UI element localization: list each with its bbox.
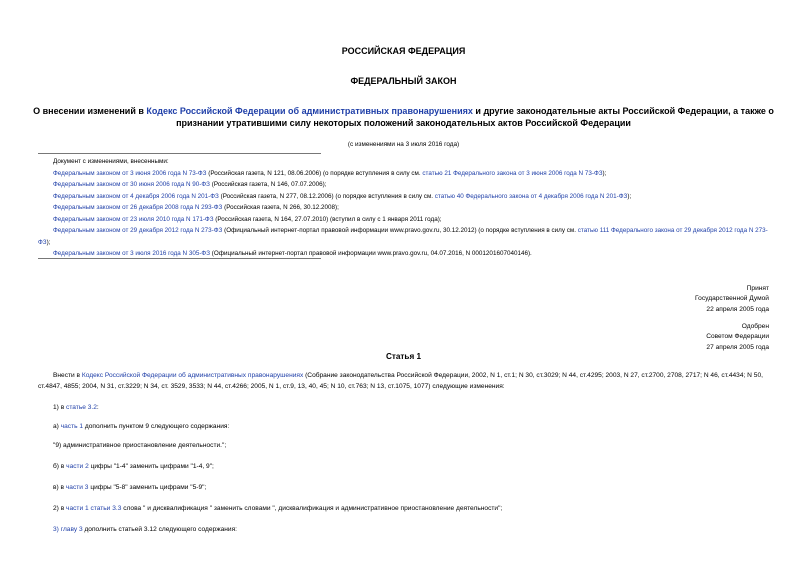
item-b [38,462,769,473]
accepted-line: 22 апреля 2005 года [706,305,769,313]
change-item [38,168,778,180]
change-item [38,202,778,214]
change-text: (Официальный интернет-портал правовой информации www.pravo.gov.ru, 04.07.2016, N 0001201607040146). [210,250,532,257]
law-title [30,105,777,129]
item-1 [38,403,769,414]
title-code-link[interactable]: Кодекс Российской Федерации об административных правонарушениях [146,106,473,116]
item-a-pre: а) [53,423,61,430]
change-law-link[interactable]: Федеральным законом от 29 декабря 2012 года N 273-ФЗ [53,227,223,234]
accepted-line: Государственной Думой [695,295,769,303]
change-text: (Официальный интернет-портал правовой информации www.pravo.gov.ru, 30.12.2012) (о порядке вступления в силу см. [222,227,578,234]
change-tail: ); [602,169,607,177]
item-v-pre: в) в [53,484,66,491]
change-law-link[interactable]: Федеральным законом от 4 декабря 2006 года N 201-ФЗ [53,192,219,200]
item-a [38,422,769,433]
change-text: (Российская газета, N 121, 08.06.2006) (о порядке вступления в силу см. [206,169,423,177]
item-v [38,483,769,494]
accepted-line: Принят [746,285,769,292]
title-post: и другие законодательные акты Российской Федерации, а также о признании утратившими силу некоторых положений законодательных актов Российской Федерации [176,106,774,129]
change-item [38,179,778,191]
item-3 [38,525,769,536]
change-text: (Российская газета, N 277, 08.12.2006) (о порядке вступления в силу см. [218,192,435,200]
item-1-link[interactable]: статье 3.2 [66,404,97,411]
item-b-link[interactable]: части 2 [66,463,89,470]
title-pre: О внесении изменений в [33,106,147,116]
item-b-pre: б) в [53,463,67,470]
item-1-post: : [96,404,99,411]
changes-heading: Документ с изменениями, внесенными: [53,158,169,165]
change-law-link[interactable]: Федеральным законом от 26 декабря 2008 года N 293-ФЗ [53,204,223,211]
approved-line: 27 апреля 2005 года [706,343,769,351]
item-v-link[interactable]: части 3 [65,484,89,491]
article-intro [38,371,769,392]
approved-line: Одобрен [741,323,769,330]
item-b-post: цифры "1-4" заменить цифрами "1-4, 9"; [88,463,214,470]
change-text: (Российская газета, N 266, 30.12.2008); [222,204,339,211]
law-type-heading: ФЕДЕРАЛЬНЫЙ ЗАКОН [350,76,457,86]
change-article-link[interactable]: статью 40 Федерального закона от 4 декабря 2006 года N 201-ФЗ [434,192,628,200]
item-a-link[interactable]: часть 1 [60,423,84,430]
intro-code-link[interactable]: Кодекс Российской Федерации об административных правонарушениях [81,372,304,379]
item-3-link[interactable]: 3) главу 3 [53,526,83,533]
item-2-pre: 2) в [53,505,67,512]
change-text: (Российская газета, N 164, 27.07.2010) (вступил в силу с 1 января 2011 года); [213,215,442,223]
item-2 [38,504,769,515]
changes-list [38,156,778,260]
approved-block [706,322,769,353]
edit-note: (с изменениями на 3 июля 2016 года) [347,141,460,148]
accepted-block [695,284,769,315]
intro-pre: Внести в [53,372,82,379]
change-item [38,225,778,248]
country-heading: РОССИЙСКАЯ ФЕДЕРАЦИЯ [341,46,466,56]
change-law-link[interactable]: Федеральным законом от 23 июля 2010 года N 171-ФЗ [53,215,214,223]
change-law-link[interactable]: Федеральным законом от 3 июня 2006 года N 73-ФЗ [53,169,207,177]
intro-post: (Собрание законодательства Российской Федерации, 2002, N 1, ст.1; N 30, ст.3029; N 44, ст.4295; 2003, N 27, ст.2700, 2708, 2717; N 46, ст.4434; N 50, ст.4847, 4855; 2004, N 31, ст.3229; N 34, ст. 3529, 3533; N 44, ст.4266; 2005, N 1, ст.9, 13, 40, 45; N 10, ст.763; N 13, ст.1075, 1077) следующие изменения: [38,372,763,390]
approved-line: Советом Федерации [706,333,769,341]
change-law-link[interactable]: Федеральным законом от 30 июня 2006 года N 90-ФЗ [53,181,210,188]
article-heading: Статья 1 [385,352,422,361]
divider-bottom [38,258,321,259]
change-tail: ); [46,238,51,246]
change-item [38,214,778,226]
change-law-link[interactable]: Федеральным законом от 3 июля 2016 года N 305-ФЗ [53,250,211,257]
item-2-link[interactable]: части 1 статьи 3.3 [66,505,122,512]
item-9-text: "9) административное приостановление деятельности."; [53,442,227,449]
change-article-link[interactable]: статью 21 Федерального закона от 3 июня 2006 года N 73-ФЗ [422,169,603,177]
change-article-link[interactable]: статью 111 Федерального закона от 29 декабря 2012 года N 273-ФЗ [38,227,768,246]
change-item [38,191,778,203]
item-a-post: дополнить пунктом 9 следующего содержания: [83,423,230,430]
item-v-post: цифры "5-8" заменить цифрами "5-9"; [88,484,207,491]
item-3-post: дополнить статьей 3.12 следующего содержания: [82,526,238,533]
item-1-pre: 1) в [53,404,67,411]
divider-top [38,153,321,154]
item-2-post: слова " и дисквалификация " заменить словами ", дисквалификация и административное приостановление деятельности"; [121,505,503,512]
change-tail: ); [627,192,632,200]
change-text: (Российская газета, N 146, 07.07.2006); [209,181,327,188]
